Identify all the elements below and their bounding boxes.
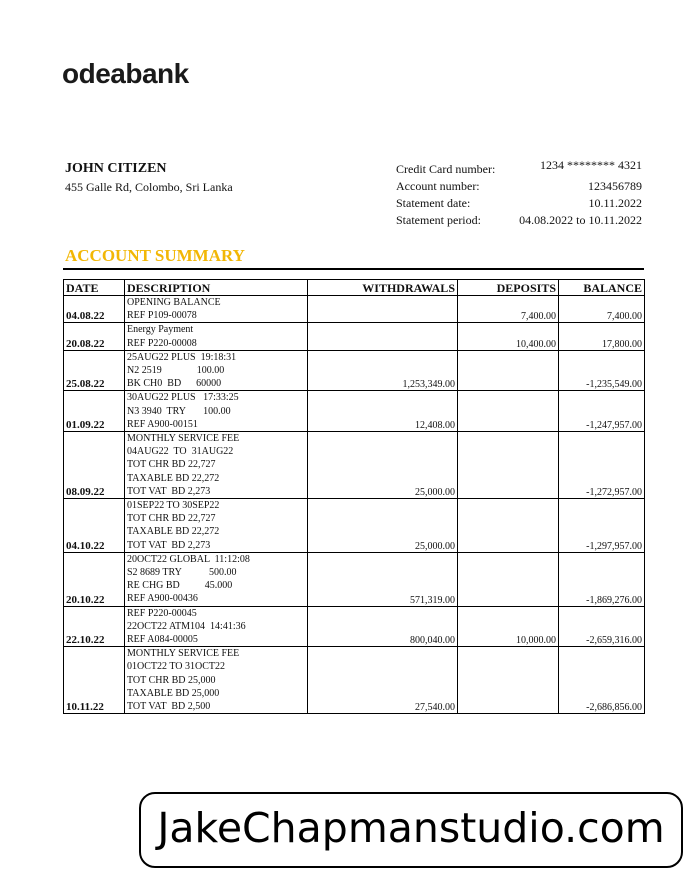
row-date: 10.11.22 — [64, 647, 125, 714]
description-line: REF P109-00078 — [127, 310, 197, 322]
table-header-row — [64, 280, 645, 296]
row-deposit-cell — [458, 606, 559, 647]
description-line: TOT CHR BD 22,727 — [127, 513, 216, 525]
row-description — [125, 432, 308, 499]
row-balance-cell — [559, 499, 645, 553]
description-line: TOT CHR BD 25,000 — [127, 674, 216, 686]
statement-info-row — [396, 158, 642, 179]
table-row — [64, 350, 645, 391]
row-withdrawal-cell — [308, 391, 458, 432]
deposits-column-header: DEPOSITS — [458, 280, 559, 296]
description-line: TAXABLE BD 22,272 — [127, 526, 220, 538]
description-line: REF P220-00045 — [127, 607, 197, 619]
row-description — [125, 323, 308, 350]
card-number-label: Credit Card number: — [396, 162, 496, 176]
description-line: TOT VAT BD 2,273 — [127, 485, 211, 497]
transactions-table — [63, 279, 645, 714]
table-row — [64, 499, 645, 553]
row-balance: -2,659,316.00 — [586, 635, 642, 647]
row-balance-cell — [559, 432, 645, 499]
watermark-text: JakeChapmanstudio.com — [157, 804, 665, 852]
row-deposit-cell — [458, 350, 559, 391]
row-deposit: 10,000.00 — [516, 635, 556, 647]
customer-address: 455 Galle Rd, Colombo, Sri Lanka — [65, 180, 233, 194]
account-summary-title: ACCOUNT SUMMARY — [65, 246, 245, 265]
statement-info-row — [396, 196, 642, 213]
row-description — [125, 391, 308, 432]
description-line: 01OCT22 TO 31OCT22 — [127, 661, 225, 673]
description-line: TOT VAT BD 2,273 — [127, 539, 211, 551]
description-line: TAXABLE BD 22,272 — [127, 472, 220, 484]
description-line: OPENING BALANCE — [127, 297, 221, 308]
row-withdrawal: 1,253,349.00 — [402, 379, 455, 391]
row-deposit-cell — [458, 647, 559, 714]
row-withdrawal: 12,408.00 — [415, 420, 455, 432]
row-withdrawal: 27,540.00 — [415, 702, 455, 714]
description-line: REF A084-00005 — [127, 634, 198, 646]
row-withdrawal: 25,000.00 — [415, 540, 455, 552]
statement-period-value: 04.08.2022 to 10.11.2022 — [519, 213, 642, 227]
row-description — [125, 350, 308, 391]
row-balance: -1,272,957.00 — [586, 487, 642, 499]
description-line: 25AUG22 PLUS 19:18:31 — [127, 351, 237, 363]
account-number-value: 123456789 — [588, 179, 642, 193]
row-withdrawal-cell — [308, 499, 458, 553]
row-deposit: 7,400.00 — [521, 311, 556, 323]
row-balance: -1,869,276.00 — [586, 594, 642, 606]
description-line: 01SEP22 TO 30SEP22 — [127, 500, 220, 512]
row-withdrawal-cell — [308, 296, 458, 323]
statement-date-label: Statement date: — [396, 196, 471, 210]
row-deposit: 10,400.00 — [516, 338, 556, 350]
row-date: 20.10.22 — [64, 552, 125, 606]
table-row — [64, 552, 645, 606]
account-number-label: Account number: — [396, 179, 480, 193]
row-deposit-cell — [458, 432, 559, 499]
table-row — [64, 391, 645, 432]
description-line: MONTHLY SERVICE FEE — [127, 433, 240, 445]
description-line: REF P220-00008 — [127, 337, 197, 349]
row-description — [125, 296, 308, 323]
row-balance-cell — [559, 296, 645, 323]
bank-logo: odeabank — [62, 58, 189, 89]
description-line: N2 2519 100.00 — [127, 365, 225, 377]
row-deposit-cell — [458, 552, 559, 606]
row-withdrawal-cell — [308, 323, 458, 350]
row-deposit-cell — [458, 296, 559, 323]
row-description — [125, 647, 308, 714]
card-number-value: 1234 ******** 4321 — [540, 158, 642, 172]
row-date: 20.08.22 — [64, 323, 125, 350]
description-line: BK CH0 BD 60000 — [127, 378, 222, 390]
row-deposit-cell — [458, 391, 559, 432]
row-description — [125, 606, 308, 647]
row-balance-cell — [559, 606, 645, 647]
withdrawals-column-header: WITHDRAWALS — [308, 280, 458, 296]
row-withdrawal-cell — [308, 432, 458, 499]
row-date: 08.09.22 — [64, 432, 125, 499]
row-balance: 17,800.00 — [602, 338, 642, 350]
row-withdrawal-cell — [308, 552, 458, 606]
row-withdrawal: 571,319.00 — [410, 594, 455, 606]
description-line: RE CHG BD 45.000 — [127, 580, 233, 592]
row-balance-cell — [559, 552, 645, 606]
row-withdrawal: 25,000.00 — [415, 487, 455, 499]
description-line: S2 8689 TRY 500.00 — [127, 567, 237, 579]
row-withdrawal-cell — [308, 350, 458, 391]
description-line: Energy Payment — [127, 324, 194, 336]
row-withdrawal-cell — [308, 647, 458, 714]
balance-column-header: BALANCE — [559, 280, 645, 296]
description-line: N3 3940 TRY 100.00 — [127, 405, 231, 417]
row-balance: 7,400.00 — [607, 311, 642, 323]
description-line: MONTHLY SERVICE FEE — [127, 648, 240, 660]
statement-info — [396, 158, 642, 230]
table-row — [64, 323, 645, 350]
description-line: 22OCT22 ATM104 14:41:36 — [127, 620, 246, 632]
row-withdrawal: 800,040.00 — [410, 635, 455, 647]
row-balance-cell — [559, 323, 645, 350]
row-balance-cell — [559, 391, 645, 432]
description-line: 30AUG22 PLUS 17:33:25 — [127, 392, 239, 404]
statement-info-row — [396, 213, 642, 230]
table-row — [64, 647, 645, 714]
row-balance: -2,686,856.00 — [586, 702, 642, 714]
row-balance-cell — [559, 647, 645, 714]
row-balance: -1,247,957.00 — [586, 420, 642, 432]
description-line: REF A900-00151 — [127, 418, 198, 430]
statement-period-label: Statement period: — [396, 213, 481, 227]
row-balance: -1,297,957.00 — [586, 540, 642, 552]
row-date: 25.08.22 — [64, 350, 125, 391]
row-deposit-cell — [458, 323, 559, 350]
row-balance: -1,235,549.00 — [586, 379, 642, 391]
date-column-header: DATE — [64, 280, 125, 296]
description-line: 20OCT22 GLOBAL 11:12:08 — [127, 553, 250, 565]
table-body — [64, 296, 645, 714]
table-row — [64, 432, 645, 499]
row-balance-cell — [559, 350, 645, 391]
description-line: TOT CHR BD 22,727 — [127, 459, 216, 471]
table-row — [64, 606, 645, 647]
row-description — [125, 499, 308, 553]
statement-info-row — [396, 179, 642, 196]
watermark-banner — [139, 792, 683, 868]
description-line: TOT VAT BD 2,500 — [127, 701, 211, 713]
customer-name: JOHN CITIZEN — [65, 161, 167, 176]
row-withdrawal-cell — [308, 606, 458, 647]
section-divider — [63, 268, 644, 270]
row-description — [125, 552, 308, 606]
row-date: 04.08.22 — [64, 296, 125, 323]
description-line: REF A900-00436 — [127, 593, 198, 605]
row-date: 22.10.22 — [64, 606, 125, 647]
row-deposit-cell — [458, 499, 559, 553]
table-row — [64, 296, 645, 323]
description-line: 04AUG22 TO 31AUG22 — [127, 446, 234, 458]
description-line: TAXABLE BD 25,000 — [127, 687, 220, 699]
statement-date-value: 10.11.2022 — [588, 196, 642, 210]
row-date: 01.09.22 — [64, 391, 125, 432]
description-column-header: DESCRIPTION — [125, 280, 308, 296]
row-date: 04.10.22 — [64, 499, 125, 553]
